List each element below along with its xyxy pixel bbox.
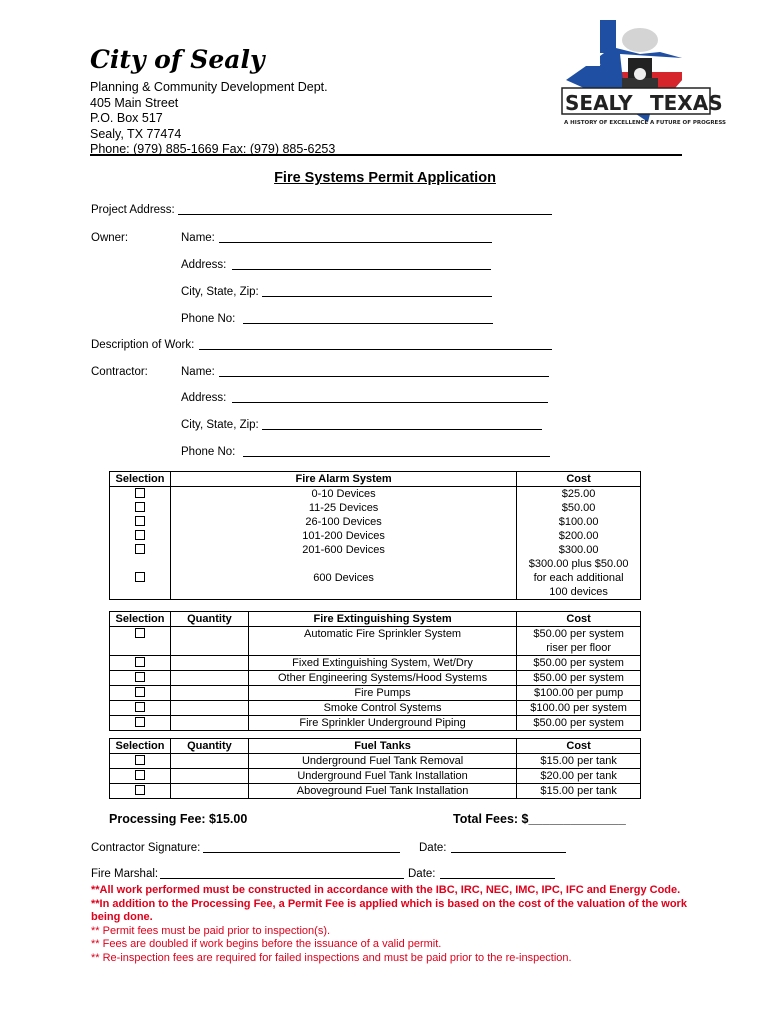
table-row — [110, 529, 641, 543]
table-row — [110, 784, 641, 799]
table-header-row — [110, 739, 641, 754]
note-paid-prior: ** Permit fees must be paid prior to inspection(s). — [91, 924, 331, 937]
selection-checkbox[interactable] — [135, 755, 145, 765]
selection-checkbox[interactable] — [135, 488, 145, 498]
owner-phone-label: Phone No: — [181, 313, 236, 325]
contractor-address-field[interactable] — [232, 391, 548, 403]
sealy-texas-logo — [560, 18, 726, 130]
system-cell: 26-100 Devices — [170, 515, 516, 529]
po-box: P.O. Box 517 — [90, 111, 163, 125]
owner-city-field[interactable] — [262, 285, 492, 297]
processing-fee: Processing Fee: $15.00 — [109, 812, 248, 826]
selection-checkbox[interactable] — [135, 502, 145, 512]
quantity-cell[interactable] — [170, 701, 248, 716]
fire-marshal-date-label: Date: — [408, 868, 436, 880]
quantity-cell[interactable] — [170, 656, 248, 671]
owner-address-label: Address: — [181, 259, 227, 271]
selection-checkbox[interactable] — [135, 672, 145, 682]
cost-cell: $100.00 per system — [517, 701, 641, 716]
contractor-date-field[interactable] — [451, 841, 566, 853]
contractor-label: Contractor: — [91, 366, 148, 378]
cost-line: 100 devices — [549, 586, 608, 598]
quantity-cell[interactable] — [170, 716, 248, 731]
quantity-header: Quantity — [170, 739, 248, 754]
fuel-tanks-table — [109, 738, 641, 799]
system-cell: Other Engineering Systems/Hood Systems — [248, 671, 516, 686]
system-cell: Automatic Fire Sprinkler System — [248, 627, 516, 656]
fire-marshal-date-field[interactable] — [440, 867, 555, 879]
quantity-header: Quantity — [170, 612, 248, 627]
note-code-compliance: **All work performed must be constructed in accordance with the IBC, IRC, NEC, IMC, IPC, IFC and Energy Code. — [91, 884, 681, 896]
contractor-city-field[interactable] — [262, 418, 542, 430]
table-row — [110, 671, 641, 686]
contractor-address-label: Address: — [181, 392, 227, 404]
owner-phone-field[interactable] — [243, 312, 493, 324]
logo-tagline-left: A HISTORY OF EXCELLENCE — [564, 120, 649, 126]
fire-marshal-field[interactable] — [160, 867, 404, 879]
note-permit-fee: **In addition to the Processing Fee, a Permit Fee is applied which is based on the cost of the valuation of the work being done. — [91, 897, 687, 923]
system-cell: 600 Devices — [170, 557, 516, 600]
cost-header: Cost — [517, 739, 641, 754]
fire-extinguishing-table — [109, 611, 641, 731]
form-title: Fire Systems Permit Application — [274, 170, 496, 186]
selection-checkbox[interactable] — [135, 785, 145, 795]
table-row — [110, 487, 641, 502]
table-row — [110, 769, 641, 784]
cost-line: for each additional — [533, 572, 624, 584]
description-label: Description of Work: — [91, 339, 195, 351]
logo-left-text: SEALY — [565, 91, 633, 115]
quantity-cell[interactable] — [170, 686, 248, 701]
selection-checkbox[interactable] — [135, 717, 145, 727]
selection-checkbox[interactable] — [135, 572, 145, 582]
system-cell: Fire Pumps — [248, 686, 516, 701]
cost-cell: $15.00 per tank — [517, 754, 641, 769]
table-row — [110, 501, 641, 515]
phone-fax: Phone: (979) 885-1669 Fax: (979) 885-6253 — [90, 142, 336, 156]
system-cell: 0-10 Devices — [170, 487, 516, 502]
cost-cell: $15.00 per tank — [517, 784, 641, 799]
system-cell: Underground Fuel Tank Removal — [248, 754, 516, 769]
logo-right-text: TEXAS — [650, 91, 723, 115]
table-row — [110, 627, 641, 656]
selection-checkbox[interactable] — [135, 657, 145, 667]
cost-header: Cost — [517, 612, 641, 627]
quantity-cell[interactable] — [170, 754, 248, 769]
cost-cell: $50.00 per system — [517, 671, 641, 686]
quantity-cell[interactable] — [170, 769, 248, 784]
contractor-phone-label: Phone No: — [181, 446, 236, 458]
contractor-phone-field[interactable] — [243, 445, 550, 457]
table-row — [110, 716, 641, 731]
system-cell: 11-25 Devices — [170, 501, 516, 515]
notes — [91, 884, 691, 965]
note-reinspection: ** Re-inspection fees are required for failed inspections and must be paid prior to the re-inspection. — [91, 951, 572, 964]
selection-checkbox[interactable] — [135, 687, 145, 697]
table-header-row — [110, 472, 641, 487]
cost-line: riser per floor — [546, 642, 612, 654]
system-cell: 101-200 Devices — [170, 529, 516, 543]
system-header: Fuel Tanks — [248, 739, 516, 754]
header-divider — [90, 154, 682, 156]
quantity-cell[interactable] — [170, 627, 248, 656]
cost-cell: $50.00 per system — [517, 716, 641, 731]
cost-cell: $100.00 — [517, 515, 641, 529]
project-address-label: Project Address: — [91, 204, 175, 216]
system-cell: Underground Fuel Tank Installation — [248, 769, 516, 784]
project-address-field[interactable] — [178, 203, 552, 215]
cost-cell: $300.00 — [517, 543, 641, 557]
cost-header: Cost — [517, 472, 641, 487]
owner-label: Owner: — [91, 232, 129, 244]
contractor-city-label: City, State, Zip: — [181, 419, 259, 431]
system-cell: Fire Sprinkler Underground Piping — [248, 716, 516, 731]
system-cell: 201-600 Devices — [170, 543, 516, 557]
note-fees-doubled: ** Fees are doubled if work begins before the issuance of a valid permit. — [91, 938, 442, 950]
selection-checkbox[interactable] — [135, 702, 145, 712]
cost-cell: $200.00 — [517, 529, 641, 543]
cost-line: $300.00 plus $50.00 — [528, 558, 629, 570]
contractor-name-field[interactable] — [219, 365, 549, 377]
table-row — [110, 754, 641, 769]
cost-cell — [517, 557, 641, 600]
logo-tagline-right: A FUTURE OF PROGRESS — [650, 120, 726, 126]
cost-cell: $20.00 per tank — [517, 769, 641, 784]
selection-checkbox[interactable] — [135, 628, 145, 638]
contractor-signature-field[interactable] — [203, 841, 400, 853]
department-address — [90, 80, 335, 158]
city-state: Sealy, TX 77474 — [90, 126, 182, 141]
selection-header: Selection — [110, 739, 171, 754]
contractor-date-label: Date: — [419, 842, 447, 854]
table-row — [110, 686, 641, 701]
table-row — [110, 543, 641, 557]
selection-checkbox[interactable] — [135, 770, 145, 780]
fire-marshal-label: Fire Marshal: — [91, 868, 159, 880]
selection-header: Selection — [110, 472, 171, 487]
cost-cell: $100.00 per pump — [517, 686, 641, 701]
description-field[interactable] — [199, 338, 552, 350]
contractor-signature-label: Contractor Signature: — [91, 842, 201, 854]
system-header: Fire Extinguishing System — [248, 612, 516, 627]
quantity-cell[interactable] — [170, 671, 248, 686]
owner-name-label: Name: — [181, 232, 215, 244]
selection-header: Selection — [110, 612, 171, 627]
cost-line: $50.00 per system — [533, 628, 624, 640]
cost-cell: $50.00 per system — [517, 656, 641, 671]
owner-city-label: City, State, Zip: — [181, 286, 259, 298]
quantity-cell[interactable] — [170, 784, 248, 799]
cost-cell — [517, 627, 641, 656]
street: 405 Main Street — [90, 95, 179, 110]
selection-checkbox[interactable] — [135, 544, 145, 554]
selection-checkbox[interactable] — [135, 530, 145, 540]
owner-name-field[interactable] — [219, 231, 492, 243]
table-row — [110, 515, 641, 529]
owner-address-field[interactable] — [232, 258, 491, 270]
contractor-name-label: Name: — [181, 366, 215, 378]
cost-cell: $25.00 — [517, 487, 641, 502]
table-row — [110, 557, 641, 600]
dept-name: Planning & Community Development Dept. — [90, 80, 328, 94]
selection-checkbox[interactable] — [135, 516, 145, 526]
table-header-row — [110, 612, 641, 627]
total-fees: Total Fees: $______________ — [453, 812, 626, 826]
system-header: Fire Alarm System — [170, 472, 516, 487]
table-row — [110, 701, 641, 716]
system-cell: Smoke Control Systems — [248, 701, 516, 716]
table-row — [110, 656, 641, 671]
fire-alarm-table — [109, 471, 641, 600]
system-cell: Fixed Extinguishing System, Wet/Dry — [248, 656, 516, 671]
cost-cell: $50.00 — [517, 501, 641, 515]
system-cell: Aboveground Fuel Tank Installation — [248, 784, 516, 799]
city-title: City of Sealy — [90, 45, 265, 74]
